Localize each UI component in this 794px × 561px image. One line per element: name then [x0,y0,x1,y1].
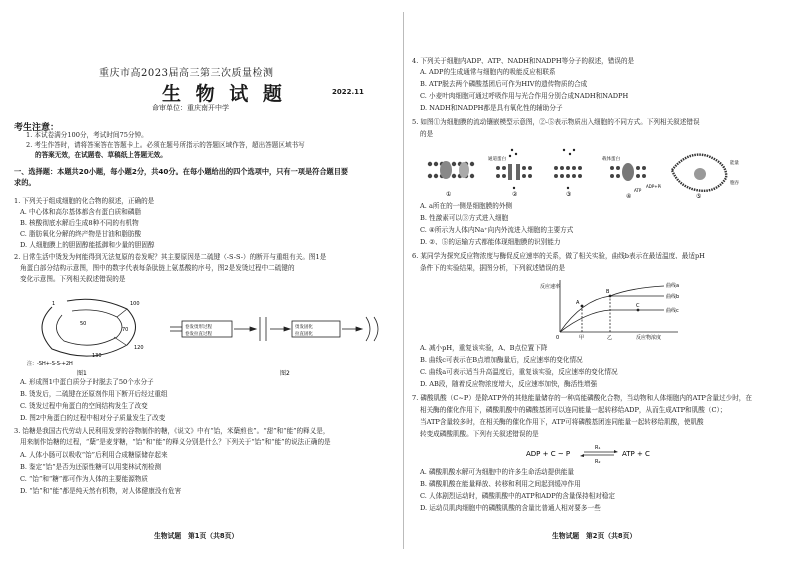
equation-top: R₁ [595,445,601,451]
fig2-label: 卷发烫形过程 [185,325,212,330]
figure-tag: ADP+Pi [646,184,662,189]
enzyme-rate-chart [538,276,688,342]
curve-label: 曲线b [666,294,680,300]
option: A. 中心体和高尔基体都含有蛋白质和磷脂 [20,208,142,216]
question-stem: 变化示意图。下列相关叙述错误的是 [20,275,126,283]
page-footer: 生物试题 第1页（共8页） [154,532,239,540]
endocytosis [672,155,739,200]
question-stem: 4. 下列关于细胞内ADP、ATP、NADH和NADPH等分子的叙述，错误的是 [412,57,635,65]
point-label: C [636,303,640,309]
page-footer: 生物试题 第2页（共8页） [552,532,637,540]
exam-date: 2022.11 [332,88,364,96]
fig1-label: 50 [80,321,87,327]
fig1-label: 100 [130,301,140,307]
option: B. 性激素可以③方式进入细胞 [420,214,509,222]
option: A. 人体小肠可以吸收“饴”后利用合成糖原储存起来 [20,451,168,459]
question-stem: 5. 如图①为细胞膜的流动镶嵌模型示意图，②-⑤表示物质出入细胞的不同方式。下列相关叙述错误 [412,118,700,126]
fig1-formula: 注：-SH+-S-S-+2H [27,361,73,367]
exam-title: 生 物 试 题 [162,83,286,105]
point-label: B [606,289,610,295]
fig1-label: 120 [134,345,144,351]
notice-heading: 考生注意： [14,123,60,133]
channel-transport [488,149,532,198]
fig2-label: 卷发拉直过程 [185,332,212,337]
fig1-label: 130 [92,353,102,359]
fig1-caption: 图1 [77,370,87,377]
question-stem: 当ATP含量较多时，在相关酶的催化作用下，ATP可将磷酸基团连同能量一起转移给肌酸，使肌酸 [420,418,704,426]
figure-tag: 载体蛋白 [602,157,620,162]
notice-item: 的答案无效，在试题卷、草稿纸上答题无效。 [35,151,167,159]
option: C. 脂肪氧化分解的终产物是甘油和脂肪酸 [20,230,142,238]
option: B. 曲线c可表示在B点增加酶量后，反应速率的变化情况 [420,356,583,364]
notice-item: 2. 考生作答时，请将答案答在答题卡上。必须在题号所指示的答题区域作答，超出答题区域书写 [26,141,305,149]
option: B. 核酸彻底水解后生成8种不同的有机物 [20,219,139,227]
figure-tag: 通道蛋白 [488,157,506,162]
option: A. 磷酸肌酸水解可为细胞中的许多生命活动提供能量 [420,468,575,476]
option: D. ②、⑤的运输方式都能体现细胞膜的识别能力 [420,238,561,246]
figure-label: ④ [626,193,632,200]
fig2-caption: 图2 [280,370,290,377]
option: D. 运动员肌肉细胞中的磷酸肌酸的含量比普通人相对要多一些 [420,504,601,512]
figure-tag: ATP [634,188,642,193]
option: D. 人细胞膜上的胆固醇能抵御和少量的胆固醇 [20,241,155,249]
option: A. 形成图1中蛋白质分子时脱去了50个水分子 [20,378,154,386]
tick-label: 乙 [607,335,613,341]
chart-ylabel: 反应速率 [540,284,561,290]
question-stem: 相关酶的催化作用下，磷酸肌酸中的磷酸基团可以连同能量一起转移给ADP，从而生成ATP和肌酸（C）； [420,406,727,414]
question-stem: 用来制作饴糖的过程，“蘖”是麦芽糖，“饴”和“能”的释义分别是什么？下列关于“饴”和“能”的说法正确的是 [20,438,331,446]
active-transport [602,155,661,200]
figure-label: ⑤ [696,193,702,200]
option: D. NADH和NADPH都是具有氧化性的辅助分子 [420,104,563,112]
chart-xlabel: 反应物浓度 [636,335,662,341]
figure-label: ③ [566,191,572,198]
notice-item: 1. 本试卷满分100分，考试时间75分钟。 [26,131,148,139]
keratin-structure-diagram [27,299,144,377]
reaction-equation [522,441,682,467]
curve-label: 曲线c [666,308,679,314]
question-stem: 的是 [420,130,434,138]
figure-tag: 能量 [730,161,739,166]
curve-label: 曲线a [666,283,680,289]
simple-diffusion [554,149,582,198]
fig2-label: 拉直固化 [295,332,313,337]
option: B. 烫发后，二硫键在还原剂作用下断开后经过重组 [20,390,168,398]
question-stem: 7. 磷酸肌酸（C~P）是除ATP外的其他能量储存的一种高能磷酸化合物，当动物和人体细胞内的ATP含量过少时，在 [412,394,752,402]
question-stem: 3. 饴糖是我国古代劳动人民利用发芽的谷物制作的糖，《说文》中有“饴，米蘖煎也”。“甜”和“能”的释义是， [14,427,330,435]
option: C. 烫发过程中角蛋白的空间结构发生了改变 [20,402,148,410]
question-stem: 条件下的实验结果，据图分析，下列叙述错误的是 [420,264,566,272]
question-stem: 2. 日常生活中烫发为何能得到无法复原的卷发呢？其主要原因是二硫键（-S-S-）的断开与重组有关。图1是 [14,253,327,261]
q2-figures [22,287,394,377]
question-stem: 1. 下列关于组成细胞的化合物的叙述，正确的是 [14,197,155,205]
membrane-model [428,161,474,198]
section-heading: 一、选择题：本题共20小题，每小题2分，共40分。在每小题给出的四个选项中，只有一项是符合题目要 [14,167,349,176]
equation-bottom: R₂ [595,459,601,465]
fig1-label: 70 [122,327,129,333]
option: D. 图2中角蛋白的过程中相对分子质量发生了改变 [20,414,166,422]
option: C. 人体剧烈运动时，磷酸肌酸中的ATP和ADP的含量保持相对稳定 [420,492,615,500]
point-label: A [576,300,580,306]
option: C. 曲线a可表示适当升高温度后，重复该实验，反应速率的变化情况 [420,368,618,376]
exam-subtitle: 重庆市高2023届高三第三次质量检测 [99,68,274,79]
perm-process-diagram [170,317,378,377]
column-divider [403,12,404,549]
option: D. “饴”和“能”都是纯天然有机物，对人体健康没有危害 [20,487,182,495]
option: A. ADP的生成通常与细胞内的吸能反应相联系 [420,68,556,76]
option: C. 小麦叶肉细胞可通过呼吸作用与光合作用分别合成NADH和NADPH [420,92,629,100]
option: C. ④所示为人体内Na⁺向内外流进入细胞的主要方式 [420,226,574,234]
question-stem: 角蛋白部分结构示意图，图中的数字代表每条肽链上氨基酸的序号，图2是发烫过程中二硫键的 [20,264,295,272]
section-heading: 求的。 [14,178,36,187]
option: A. 减小pH，重复该实验，A、B点位置下降 [420,344,548,352]
figure-label: ① [446,191,452,198]
option: C. “饴”和“糖”都可作为人体的主要能源物质 [20,475,148,483]
membrane-transport-figure [416,144,784,200]
option: A. a所在的一侧是细胞膜的外侧 [420,202,513,210]
option: B. ATP脱去两个磷酸基团后可作为HIV的遗传物质的合成 [420,80,588,88]
option: D. AB段，随着反应物浓度增大，反应速率加快，酶活性增强 [420,380,598,388]
option: B. 磷酸肌酸在能量释放、转移和利用之间起到缓冲作用 [420,480,581,488]
fig2-label: 烫发固化 [295,325,313,330]
fig1-label: 1 [52,301,56,307]
question-stem: 6. 某同学为探究反应物浓度与酶促反应速率的关系，做了相关实验，曲线b表示在最适温度、最适pH [412,252,705,260]
figure-tag: 胞吞 [730,181,739,186]
question-stem: 转变成磷酸肌酸。下列有关叙述错误的是 [420,430,539,438]
exam-org: 命审单位：重庆南开中学 [152,104,229,112]
equation-right: ATP + C [622,450,650,458]
tick-label: 0 [556,335,560,341]
option: B. 鉴定“饴”是否为还原性糖可以用斐林试剂检测 [20,463,162,471]
equation-left: ADP + C ~ P [526,450,571,458]
tick-label: 甲 [579,335,585,341]
figure-label: ② [512,191,518,198]
